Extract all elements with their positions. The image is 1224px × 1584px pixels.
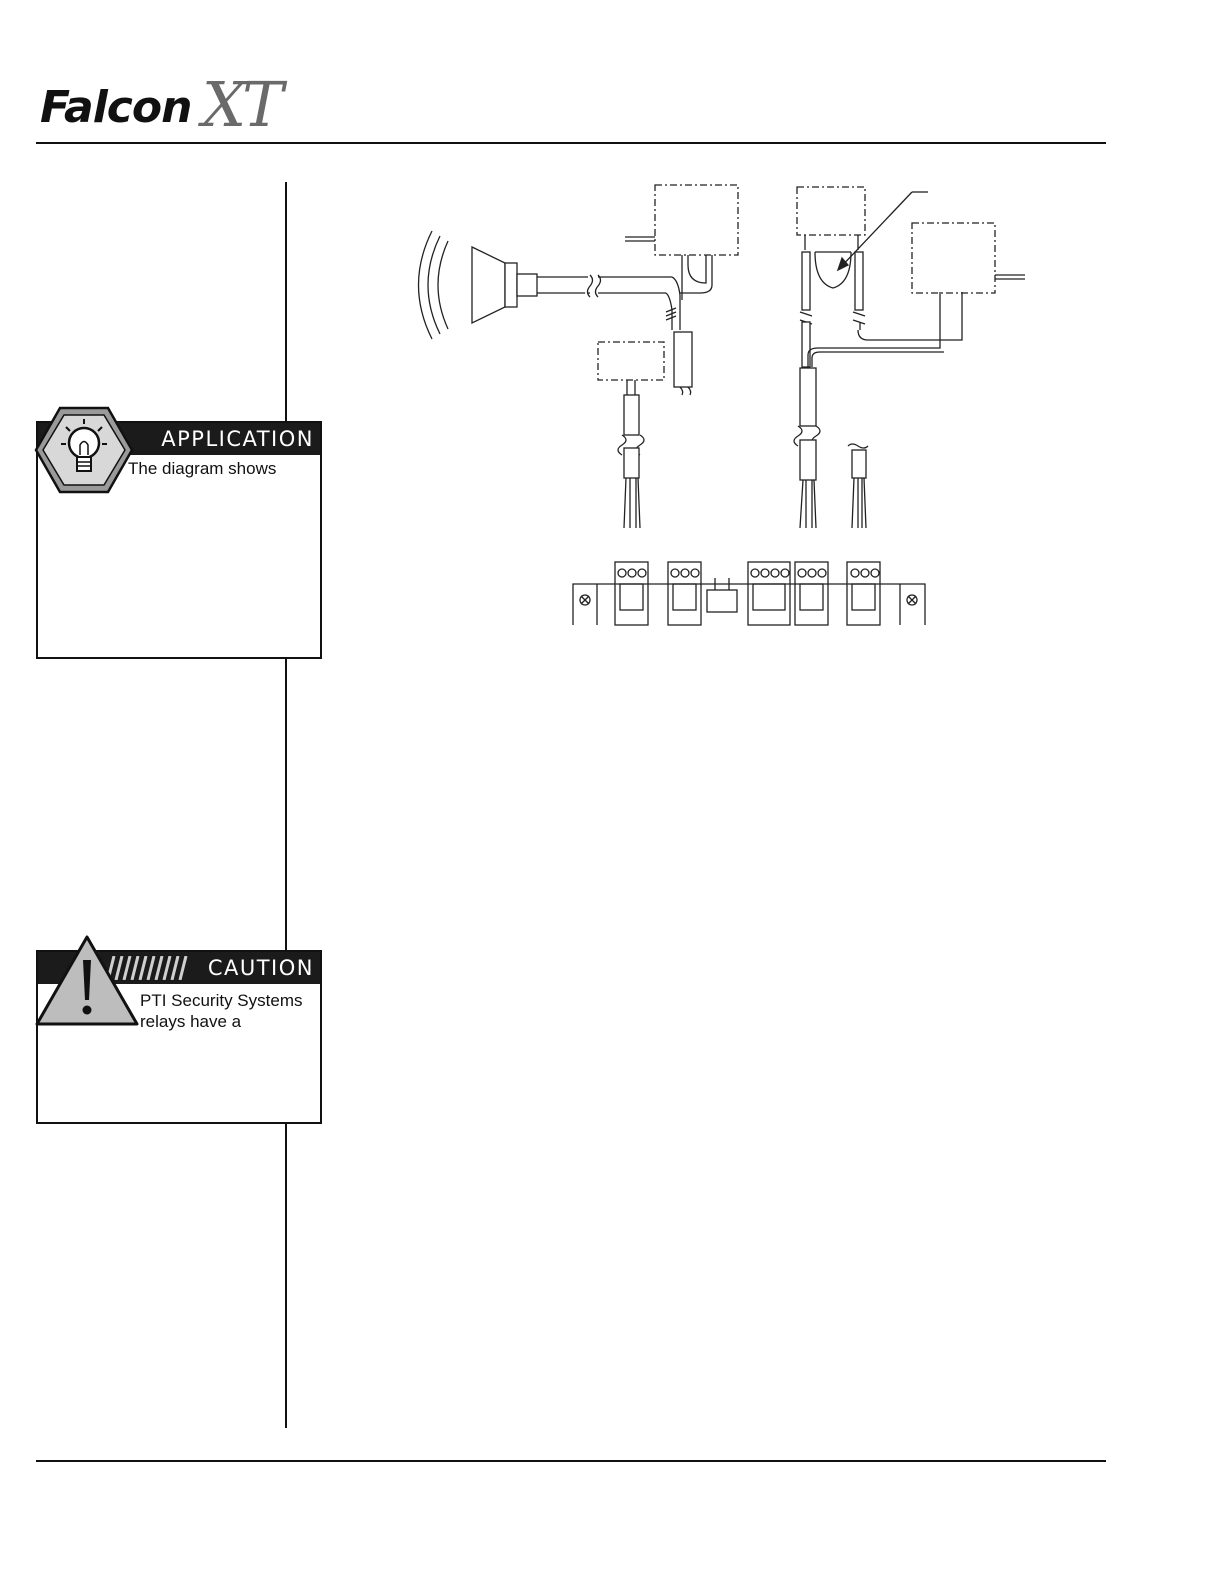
footer-rule: [36, 1460, 1106, 1462]
caution-label: CAUTION: [207, 956, 314, 980]
small-dashed-box: [598, 342, 664, 380]
sound-wave-icon: [419, 231, 449, 339]
application-callout: [36, 421, 322, 659]
sidebar-divider: [285, 182, 287, 1428]
terminal-block-3: [748, 562, 790, 625]
terminal-block-4: [795, 562, 828, 625]
right-dashed-box: [912, 223, 995, 293]
caution-callout: [36, 950, 322, 1124]
warning-triangle-icon: [34, 934, 140, 1028]
wiring-diagram: [400, 170, 1060, 640]
diode-element: [815, 252, 851, 288]
terminal-block-2: [668, 562, 701, 625]
jumper-block: [707, 578, 737, 612]
lightbulb-icon: [34, 405, 134, 495]
caution-text: PTI Security Systems relays have a: [140, 991, 303, 1031]
upper-left-dashed-box: [655, 185, 738, 255]
siren-horn-icon: [472, 247, 537, 323]
terminal-block-5: [847, 562, 880, 625]
header-rule: [36, 142, 1106, 144]
logo-xt-text: XT: [202, 68, 280, 141]
logo-falcon-text: Falcon: [40, 82, 192, 133]
falcon-xt-logo: [36, 68, 316, 141]
horn-cable: [537, 274, 680, 330]
application-text: The diagram shows: [128, 459, 277, 478]
upper-middle-dashed-box: [797, 187, 865, 235]
terminal-block-1: [615, 562, 648, 625]
application-label: APPLICATION: [161, 427, 314, 451]
